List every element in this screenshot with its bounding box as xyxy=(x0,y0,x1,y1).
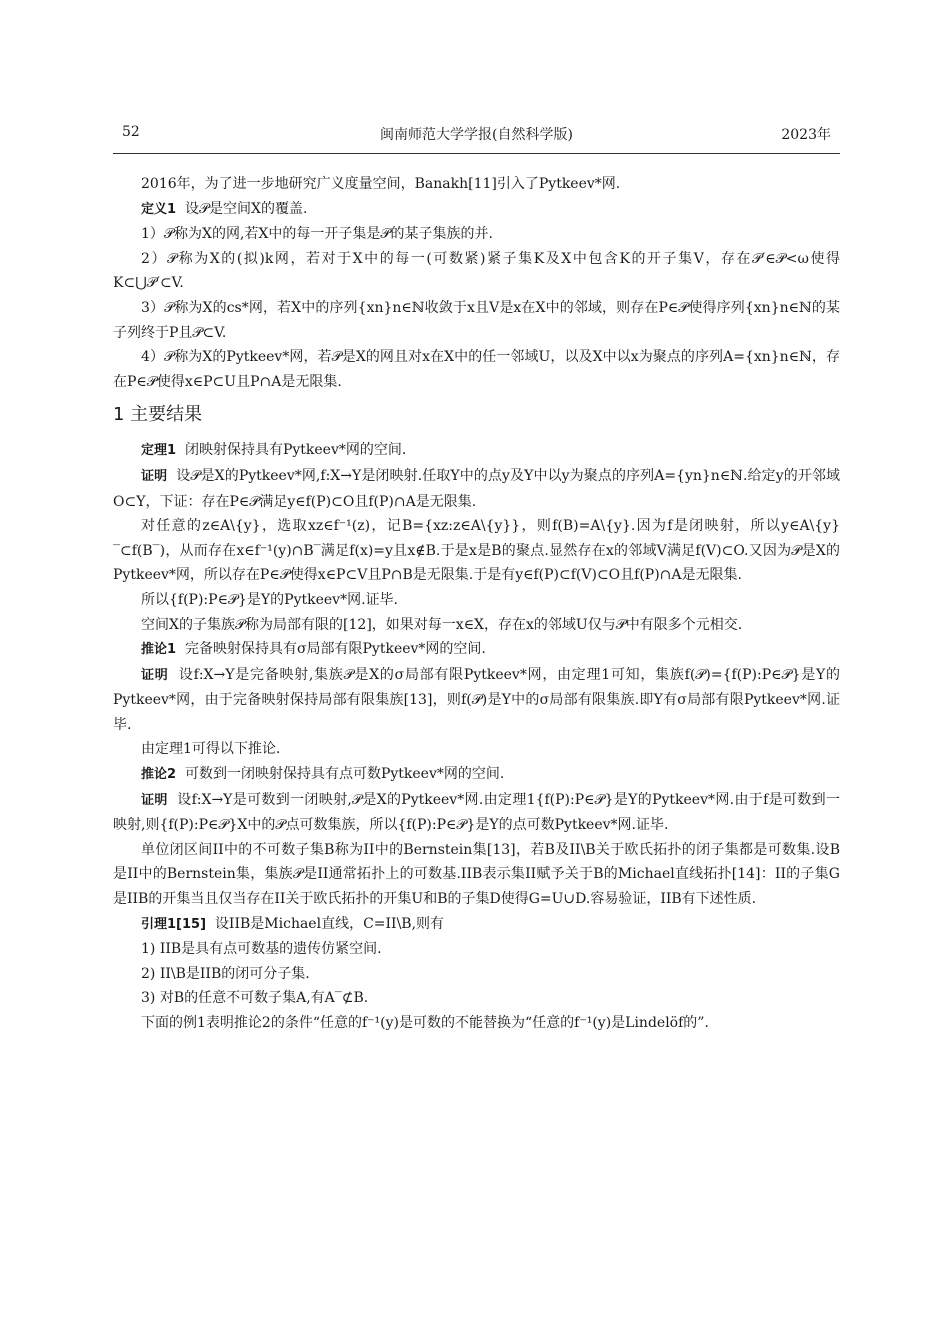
paragraph: 单位闭区间II中的不可数子集B称为II中的Bernstein集[13]，若B及II\B关于欧氏拓扑的闭子集都是可数集.设B是II中的Bernstein集，集族𝒫是II通常拓扑上的可数基.IIB表示集II赋予关于B的Michael直线拓扑[14]：II的子集G是IIB的开集当且仅当存在II关于欧氏拓扑的开集U和B的子集D使得G=U∪D.容易验证，IIB有下述性质. xyxy=(113,841,840,908)
corollary-1: 推论1 完备映射保持具有σ局部有限Pytkeev*网的空间. xyxy=(141,641,486,658)
article-body xyxy=(113,172,840,1036)
paragraph: 3) 对B的任意不可数子集A,有A‾⊄B. xyxy=(141,990,369,1007)
proof: 证明 设f:X→Y是完备映射,集族𝒫是X的σ局部有限Pytkeev*网，由定理1可知，集族f(𝒫)={f(P):P∈𝒫}是Y的Pytkeev*网，由于完备映射保持局部有限集族[13]，则f(𝒫)是Y中的σ局部有限集族.即Y有σ局部有限Pytkeev*网.证毕. xyxy=(113,666,840,733)
page-number: 52 xyxy=(122,124,140,140)
paragraph: 由定理1可得以下推论. xyxy=(141,741,281,758)
paragraph: 2016年，为了进一步地研究广义度量空间，Banakh[11]引入了Pytkeev*网. xyxy=(141,176,621,192)
paragraph: 对任意的z∈A\{y}，选取xz∈f⁻¹(z)，记B={xz:z∈A\{y}}，则f(B)=A\{y}.因为f是闭映射，所以y∈A\{y}‾⊂f(B‾)，从而存在x∈f⁻¹(y)∩B‾满足f(x)=y且x∉B.于是x是B的聚点.显然存在x的邻域V满足f(V)⊂O.又因为𝒫是X的Pytkeev*网，所以存在P∈𝒫使得x∈P⊂V且P∩B是无限集.于是有y∈f(P)⊂f(V)⊂O且f(P)∩A是无限集. xyxy=(113,518,840,584)
section-heading: 1 主要结果 xyxy=(113,404,203,426)
paragraph: 3）𝒫称为X的cs*网，若X中的序列{xn}n∈ℕ收敛于x且V是x在X中的邻域，则存在P∈𝒫使得序列{xn}n∈ℕ的某子列终于P且𝒫⊂V. xyxy=(113,299,840,341)
paragraph: 2) II\B是IIB的闭可分子集. xyxy=(141,965,310,982)
paragraph: 1）𝒫称为X的网,若X中的每一开子集是𝒫的某子集族的并. xyxy=(141,226,493,243)
theorem-1: 定理1 闭映射保持具有Pytkeev*网的空间. xyxy=(141,442,407,459)
corollary-2: 推论2 可数到一闭映射保持具有点可数Pytkeev*网的空间. xyxy=(141,766,505,783)
paragraph: 2）𝒫称为X的(拟)k网，若对于X中的每一(可数紧)紧子集K及X中包含K的开子集V，存在𝒫′∈𝒫<ω使得K⊂⋃𝒫′⊂V. xyxy=(113,250,840,292)
publication-year: 2023年 xyxy=(781,127,831,143)
paragraph: 空间X的子集族𝒫称为局部有限的[12]，如果对每一x∈X，存在x的邻域U仅与𝒫中有限多个元相交. xyxy=(141,616,743,633)
proof: 证明 设𝒫是X的Pytkeev*网,f:X→Y是闭映射.任取Y中的点y及Y中以y为聚点的序列A={yn}n∈ℕ.给定y的开邻域O⊂Y，下证：存在P∈𝒫满足y∈f(P)⊂O且f(P)∩A是无限集. xyxy=(113,467,840,510)
paragraph: 所以{f(P):P∈𝒫}是Y的Pytkeev*网.证毕. xyxy=(141,591,398,608)
definition-1: 定义1 设𝒫是空间X的覆盖. xyxy=(141,200,308,217)
lemma-1: 引理1[15] 设IIB是Michael直线，C=II\B,则有 xyxy=(141,915,445,932)
header-rule xyxy=(113,153,840,154)
page-header xyxy=(113,124,840,150)
proof: 证明 设f:X→Y是可数到一闭映射,𝒫是X的Pytkeev*网.由定理1{f(P):P∈𝒫}是Y的Pytkeev*网.由于f是可数到一映射,则{f(P):P∈𝒫}X中的𝒫点可数集族，所以{f(P):P∈𝒫}是Y的点可数Pytkeev*网.证毕. xyxy=(113,791,840,834)
paragraph: 1) IIB是具有点可数基的遗传仿紧空间. xyxy=(141,941,382,958)
paragraph: 4）𝒫称为X的Pytkeev*网，若𝒫是X的网且对x在X中的任一邻域U，以及X中以x为聚点的序列A={xn}n∈ℕ，存在P∈𝒫使得x∈P⊂U且P∩A是无限集. xyxy=(113,349,840,390)
journal-title: 闽南师范大学学报(自然科学版) xyxy=(380,127,573,143)
paragraph: 下面的例1表明推论2的条件“任意的f⁻¹(y)是可数的不能替换为“任意的f⁻¹(y)是Lindelöf的”. xyxy=(141,1015,709,1031)
